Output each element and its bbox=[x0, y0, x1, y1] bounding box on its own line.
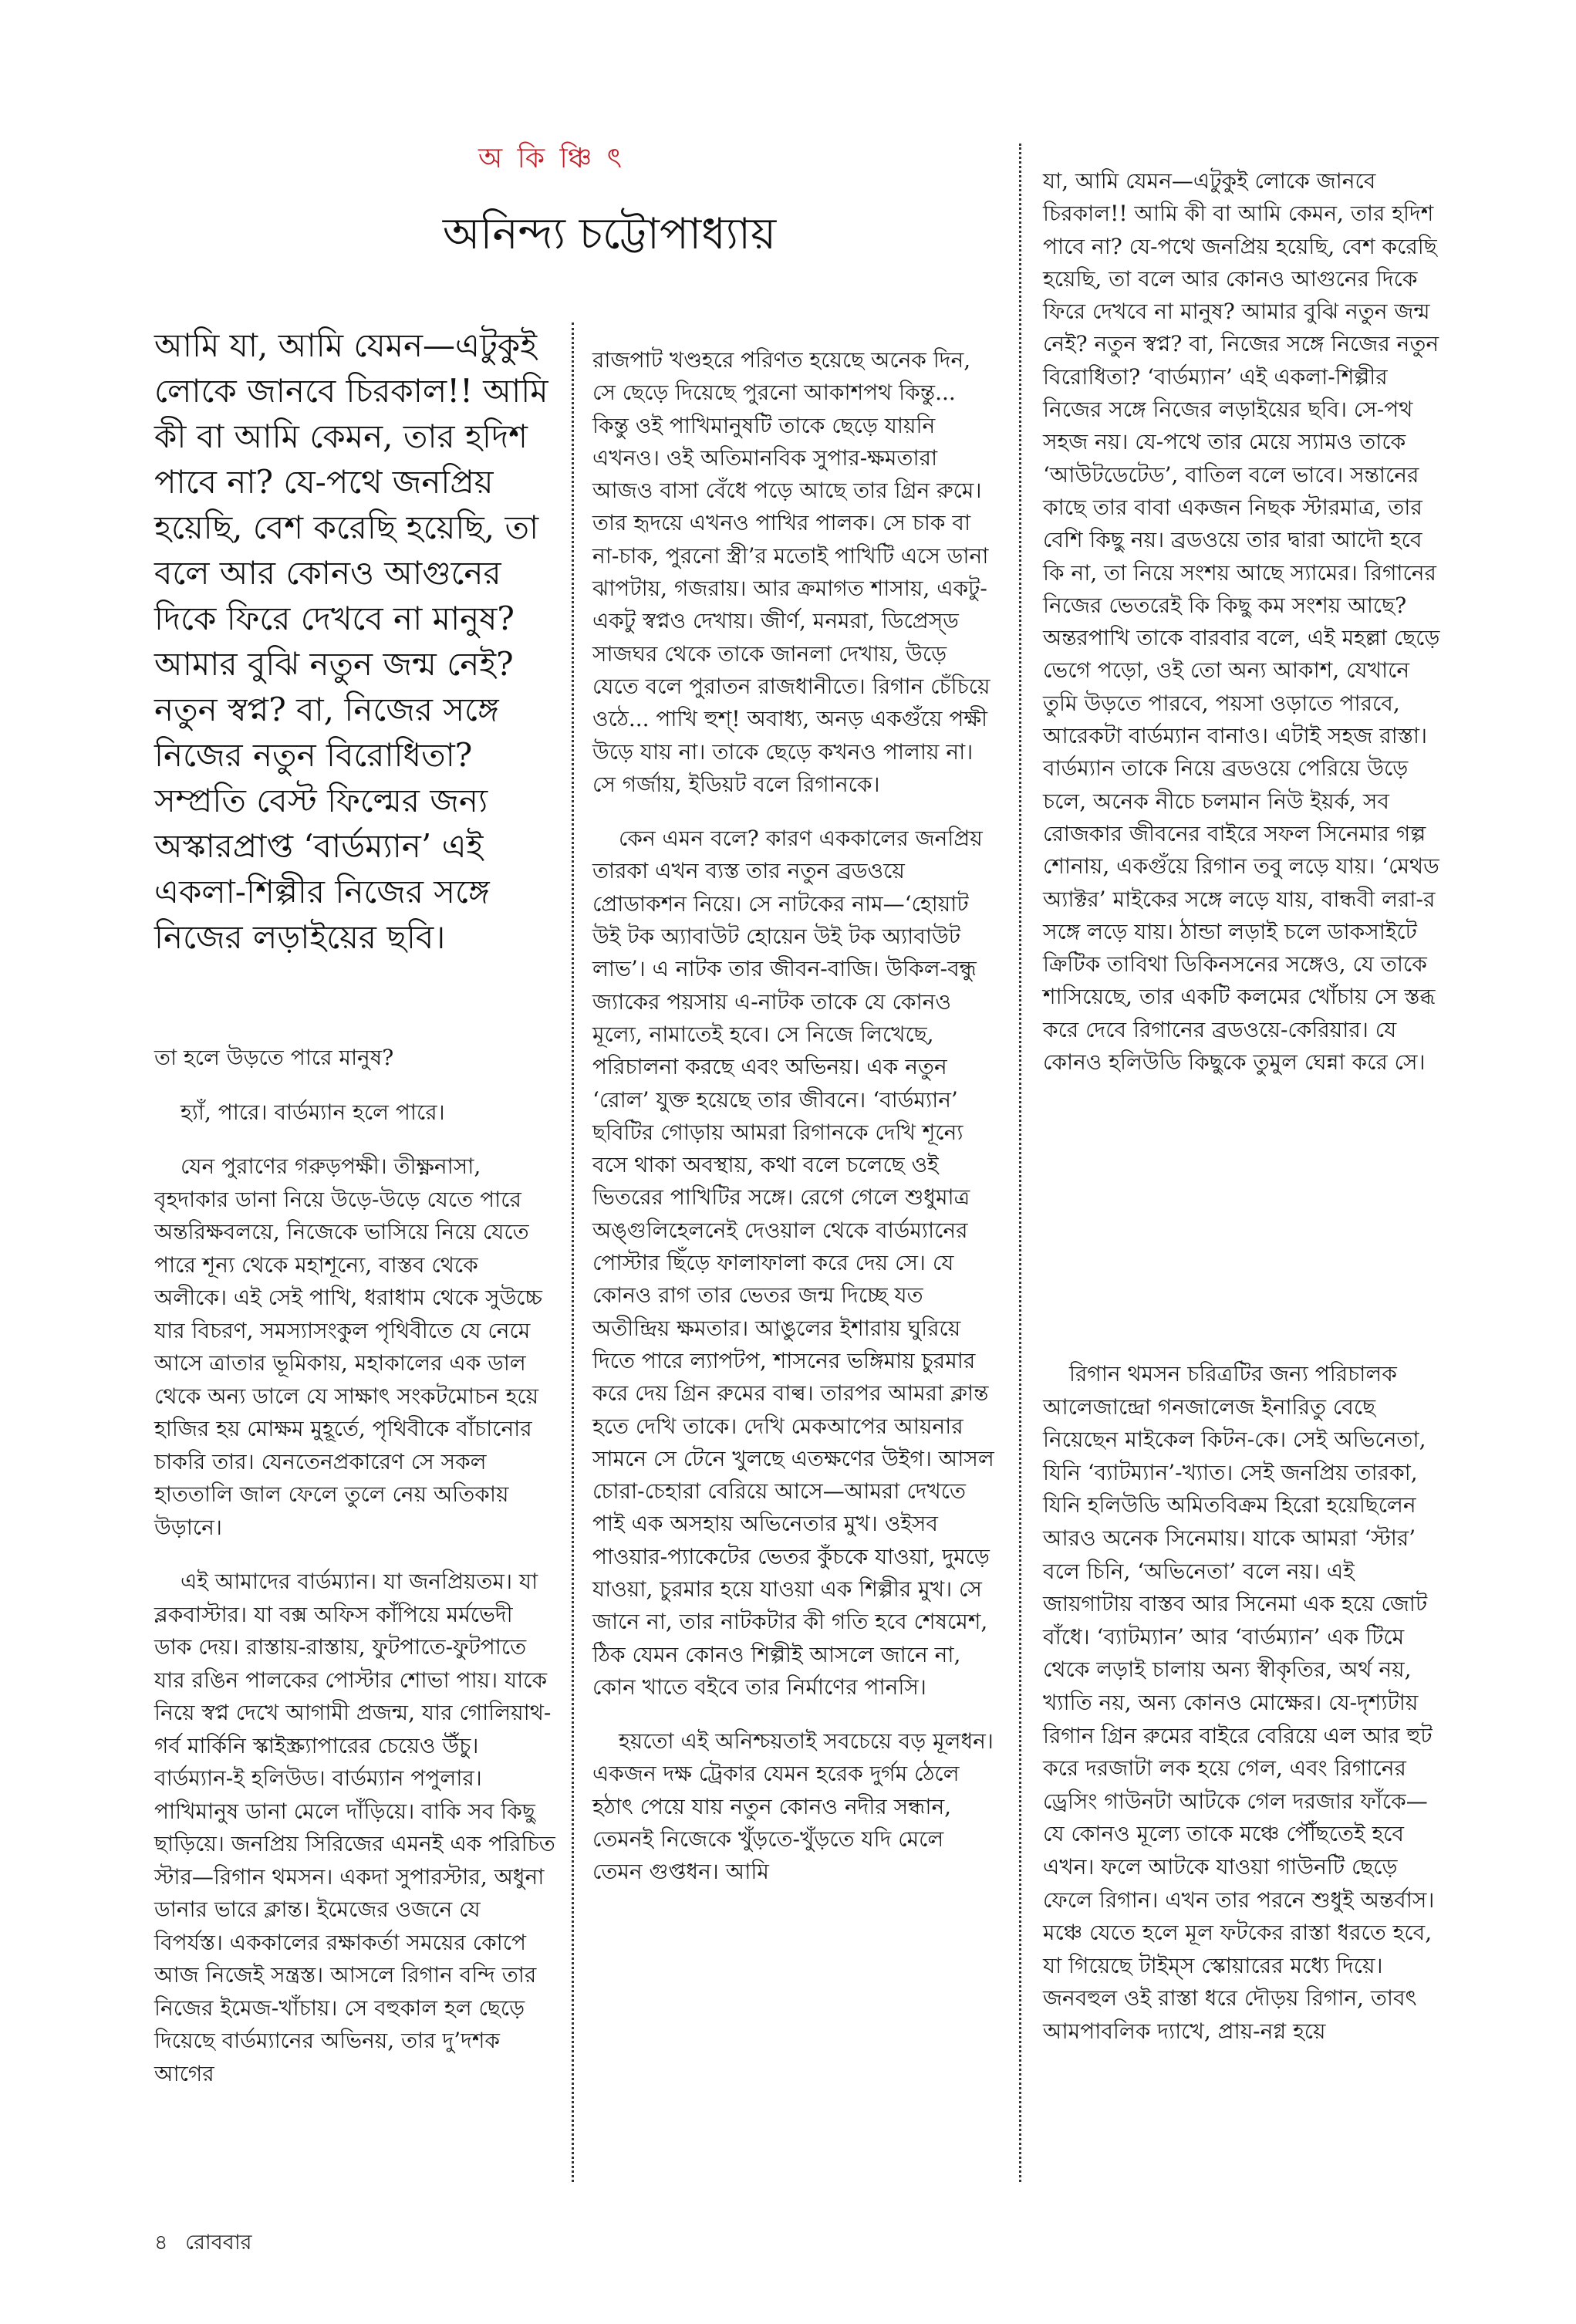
page-footer bbox=[154, 2227, 252, 2262]
paragraph: হয়তো এই অনিশ্চয়তাই সবচেয়ে বড় মূলধন। একজন দক্ষ ট্রেকার যেমন হরেক দুর্গম ঠেলে হঠাৎ পেয়ে যায় নতুন কোনও নদীর সন্ধান, তেমনই নিজেকে খুঁড়তে-খুঁড়তে যদি মেলে তেমন গুপ্তধন। আমি bbox=[592, 1728, 994, 1885]
paragraph: যা, আমি যেমন—এটুকুই লোকে জানবে চিরকাল!! আমি কী বা আমি কেমন, তার হদিশ পাবে না? যে-পথে জনপ্রিয় হয়েছি, বেশ করেছি হয়েছি, তা বলে আর কোনও আগুনের দিকে ফিরে দেখবে না মানুষ? আমার বুঝি নতুন জন্ম নেই? নতুন স্বপ্ন? বা, নিজের সঙ্গে নিজের নতুন বিরোধিতা? ‘বার্ডম্যান’ এই একলা-শিল্পীর নিজের সঙ্গে নিজের লড়াইয়ের ছবি। সে-পথ সহজ নয়। যে-পথে তার মেয়ে স্যামও তাকে ‘আউটডেটেড’, বাতিল বলে ভাবে। সন্তানের কাছে তার বাবা একজন নিছক স্টারমাত্র, তার বেশি কিছু নয়। ব্রডওয়ে তার দ্বারা আদৌ হবে কি না, তা নিয়ে সংশয় আছে স্যামের। রিগানের নিজের ভেতরেই কি কিছু কম সংশয় আছে? অন্তরপাখি তাকে বারবার বলে, এই মহল্লা ছেড়ে ভেগে পড়ো, ওই তো অন্য আকাশ, যেখানে তুমি উড়তে পারবে, পয়সা ওড়াতে পারবে, আরেকটা বার্ডম্যান বানাও। এটাই সহজ রাস্তা। বার্ডম্যান তাকে নিয়ে ব্রডওয়ে পেরিয়ে উড়ে চলে, অনেক নীচে চলমান নিউ ইয়র্ক, সব রোজকার জীবনের বাইরে সফল সিনেমার গল্প শোনায়, একগুঁয়ে রিগান তবু লড়ে যায়। ‘মেথড অ্যাক্টর’ মাইকের সঙ্গে লড়ে যায়, বান্ধবী লরা-র সঙ্গে লড়ে যায়। ঠান্ডা লড়াই চলে ডাকসাইটে ক্রিটিক তাবিথা ডিকিনসনের সঙ্গেও, যে তাকে শাসিয়েছে, তার একটি কলমের খোঁচায় সে স্তব্ধ করে দেবে রিগানের ব্রডওয়ে-কেরিয়ার। যে কোনও হলিউডি কিছুকে তুমুল ঘেন্না করে সে। bbox=[1043, 168, 1440, 1076]
article-column-3-continued bbox=[1043, 1336, 1444, 2069]
page-number: ৪ bbox=[154, 2231, 168, 2255]
paragraph: তা হলে উড়তে পারে মানুষ? bbox=[154, 1045, 394, 1070]
paragraph: যেন পুরাণের গরুড়পক্ষী। তীক্ষ্ণনাসা, বৃহদাকার ডানা নিয়ে উড়ে-উড়ে যেতে পারে অন্তরিক্ষবলয়ে, নিজেকে ভাসিয়ে নিয়ে যেতে পারে শূন্য থেকে মহাশূন্যে, বাস্তব থেকে অলীকে। এই সেই পাখি, ধরাধাম থেকে সুউচ্চে যার বিচরণ, সমস্যাসংকুল পৃথিবীতে যে নেমে আসে ত্রাতার ভূমিকায়, মহাকালের এক ডাল থেকে অন্য ডালে যে সাক্ষাৎ সংকটমোচন হয়ে হাজির হয় মোক্ষম মুহূর্তে, পৃথিবীকে বাঁচানোর চাকরি তার। যেনতেনপ্রকারেণ সে সকল হাততালি জাল ফেলে তুলে নেয় অতিকায় উড়ানে। bbox=[154, 1154, 543, 1540]
paragraph: কেন এমন বলে? কারণ এককালের জনপ্রিয় তারকা এখন ব্যস্ত তার নতুন ব্রডওয়ে প্রোডাকশন নিয়ে। সে নাটকের নাম—‘হোয়াট উই টক অ্যাবাউট হোয়েন উই টক অ্যাবাউট লাভ’। এ নাটক তার জীবন-বাজি। উকিল-বন্ধু জ্যাকের পয়সায় এ-নাটক তাকে যে কোনও মূল্যে, নামাতেই হবে। সে নিজে লিখেছে, পরিচালনা করছে এবং অভিনয়। এক নতুন ‘রোল’ যুক্ত হয়েছে তার জীবনে। ‘বার্ডম্যান’ ছবিটির গোড়ায় আমরা রিগানকে দেখি শূন্যে বসে থাকা অবস্থায়, কথা বলে চলেছে ওই ভিতরের পাখিটির সঙ্গে। রেগে গেলে শুধুমাত্র অঙ্গুলিহেলনেই দেওয়াল থেকে বার্ডম্যানের পোস্টার ছিঁড়ে ফালাফালা করে দেয় সে। যে কোনও রাগ তার ভেতর জন্ম দিচ্ছে যত অতীন্দ্রিয় ক্ষমতার। আঙুলের ইশারায় ঘুরিয়ে দিতে পারে ল্যাপটপ, শাসনের ভঙ্গিমায় চুরমার করে দেয় গ্রিন রুমের বাল্ব। তারপর আমরা ক্লান্ত হতে দেখি তাকে। দেখি মেকআপের আয়নার সামনে সে টেনে খুলছে এতক্ষণের উইগ। আসল চোরা-চেহারা বেরিয়ে আসে—আমরা দেখতে পাই এক অসহায় অভিনেতার মুখ। ওইসব পাওয়ার-প্যাকেটের ভেতর কুঁচকে যাওয়া, দুমড়ে যাওয়া, চুরমার হয়ে যাওয়া এক শিল্পীর মুখ। সে জানে না, তার নাটকটার কী গতি হবে শেষমেশ, ঠিক যেমন কোনও শিল্পীই আসলে জানে না, কোন খাতে বইবে তার নির্মাণের পানসি। bbox=[592, 826, 994, 1700]
author-byline: অনিন্দ্য চট্টোপাধ্যায় bbox=[442, 209, 777, 259]
paragraph: হ্যাঁ, পারে। বার্ডম্যান হলে পারে। bbox=[181, 1099, 445, 1125]
article-column-1 bbox=[154, 1020, 555, 2112]
publication-name: রোববার bbox=[185, 2231, 252, 2255]
paragraph: রাজপাট খণ্ডহরে পরিণত হয়েছে অনেক দিন, সে ছেড়ে দিয়েছে পুরনো আকাশপথ কিন্তু... কিন্তু ওই পাখিমানুষটি তাকে ছেড়ে যায়নি এখনও। ওই অতিমানবিক সুপার-ক্ষমতারা আজও বাসা বেঁধে পড়ে আছে তার গ্রিন রুমে। তার হৃদয়ে এখনও পাখির পালক। সে চাক বা না-চাক, পুরনো স্ত্রী’র মতোই পাখিটি এসে ডানা ঝাপটায়, গজরায়। আর ক্রমাগত শাসায়, একটু-একটু স্বপ্নও দেখায়। জীর্ণ, মনমরা, ডিপ্রেস্‌ড সাজঘর থেকে তাকে জানলা দেখায়, উড়ে যেতে বলে পুরাতন রাজধানীতে। রিগান চেঁচিয়ে ওঠে... পাখি হুশ্‌! অবাধ্য, অনড় একগুঁয়ে পক্ষী উড়ে যায় না। তাকে ছেড়ে কখনও পালায় না। সে গর্জায়, ইডিয়ট বলে রিগানকে। bbox=[592, 347, 990, 797]
column-kicker: অ কি ঞ্চি ৎ bbox=[478, 143, 625, 174]
paragraph: এই আমাদের বার্ডম্যান। যা জনপ্রিয়তম। যা ব্লকবাস্টার। যা বক্স অফিস কাঁপিয়ে মর্মভেদী ডাক দেয়। রাস্তায়-রাস্তায়, ফুটপাতে-ফুটপাতে যার রঙিন পালকের পোস্টার শোভা পায়। যাকে নিয়ে স্বপ্ন দেখে আগামী প্রজন্ম, যার গোলিয়াথ-গর্ব মার্কিনি স্কাইস্ক্র্যাপারের চেয়েও উঁচু। বার্ডম্যান-ই হলিউড। বার্ডম্যান পপুলার। পাখিমানুষ ডানা মেলে দাঁড়িয়ে। বাকি সব কিছু ছাড়িয়ে। জনপ্রিয় সিরিজের এমনই এক পরিচিত স্টার—রিগান থমসন। একদা সুপারস্টার, অধুনা ডানার ভারে ক্লান্ত। ইমেজের ওজনে যে বিপর্যস্ত। এককালের রক্ষাকর্তা সময়ের কোপে আজ নিজেই সন্ত্রস্ত। আসলে রিগান বন্দি তার নিজের ইমেজ-খাঁচায়। সে বহুকাল হল ছেড়ে দিয়েছে বার্ডম্যানের অভিনয়, তার দু’দশক আগের bbox=[154, 1569, 555, 2086]
column-divider bbox=[1019, 144, 1021, 2182]
paragraph: রিগান থমসন চরিত্রটির জন্য পরিচালক আলেজান্দ্রো গনজালেজ ইনারিতু বেছে নিয়েছেন মাইকেল কিটন-কে। সেই অভিনেতা, যিনি ‘ব্যাটম্যান’-খ্যাত। সেই জনপ্রিয় তারকা, যিনি হলিউডি অমিতবিক্রম হিরো হয়েছিলেন আরও অনেক সিনেমায়। যাকে আমরা ‘স্টার’ বলে চিনি, ‘অভিনেতা’ বলে নয়। এই জায়গাটায় বাস্তব আর সিনেমা এক হয়ে জোট বাঁধে। ‘ব্যাটম্যান’ আর ‘বার্ডম্যান’ এক টিমে থেকে লড়াই চালায় অন্য স্বীকৃতির, অর্থ নয়, খ্যাতি নয়, অন্য কোনও মোক্ষের। যে-দৃশ্যটায় রিগান গ্রিন রুমের বাইরে বেরিয়ে এল আর হুট করে দরজাটা লক হয়ে গেল, এবং রিগানের ড্রেসিং গাউনটা আটকে গেল দরজার ফাঁকে—যে কোনও মূল্যে তাকে মঞ্চে পৌঁছতেই হবে এখন। ফলে আটকে যাওয়া গাউনটি ছেড়ে ফেলে রিগান। এখন তার পরনে শুধুই অন্তর্বাস। মঞ্চে যেতে হলে মূল ফটকের রাস্তা ধরতে হবে, যা গিয়েছে টাইম্‌স স্কোয়ারের মধ্যে দিয়ে। জনবহুল ওই রাস্তা ধরে দৌড়য় রিগান, তাবৎ আমপাবলিক দ্যাখে, প্রায়-নগ্ন হয়ে bbox=[1043, 1361, 1435, 2044]
article-column-2 bbox=[592, 323, 997, 1910]
article-column-3 bbox=[1043, 144, 1444, 1100]
intro-standfirst: আমি যা, আমি যেমন—এটুকুই লোকে জানবে চিরকাল!! আমি কী বা আমি কেমন, তার হদিশ পাবে না? যে-পথে জনপ্রিয় হয়েছি, বেশ করেছি হয়েছি, তা বলে আর কোনও আগুনের দিকে ফিরে দেখবে না মানুষ? আমার বুঝি নতুন জন্ম নেই? নতুন স্বপ্ন? বা, নিজের সঙ্গে নিজের নতুন বিরোধিতা? সম্প্রতি বেস্ট ফিল্মের জন্য অস্কারপ্রাপ্ত ‘বার্ডম্যান’ এই একলা-শিল্পীর নিজের সঙ্গে নিজের লড়াইয়ের ছবি। bbox=[154, 326, 548, 956]
column-divider bbox=[572, 323, 574, 2182]
